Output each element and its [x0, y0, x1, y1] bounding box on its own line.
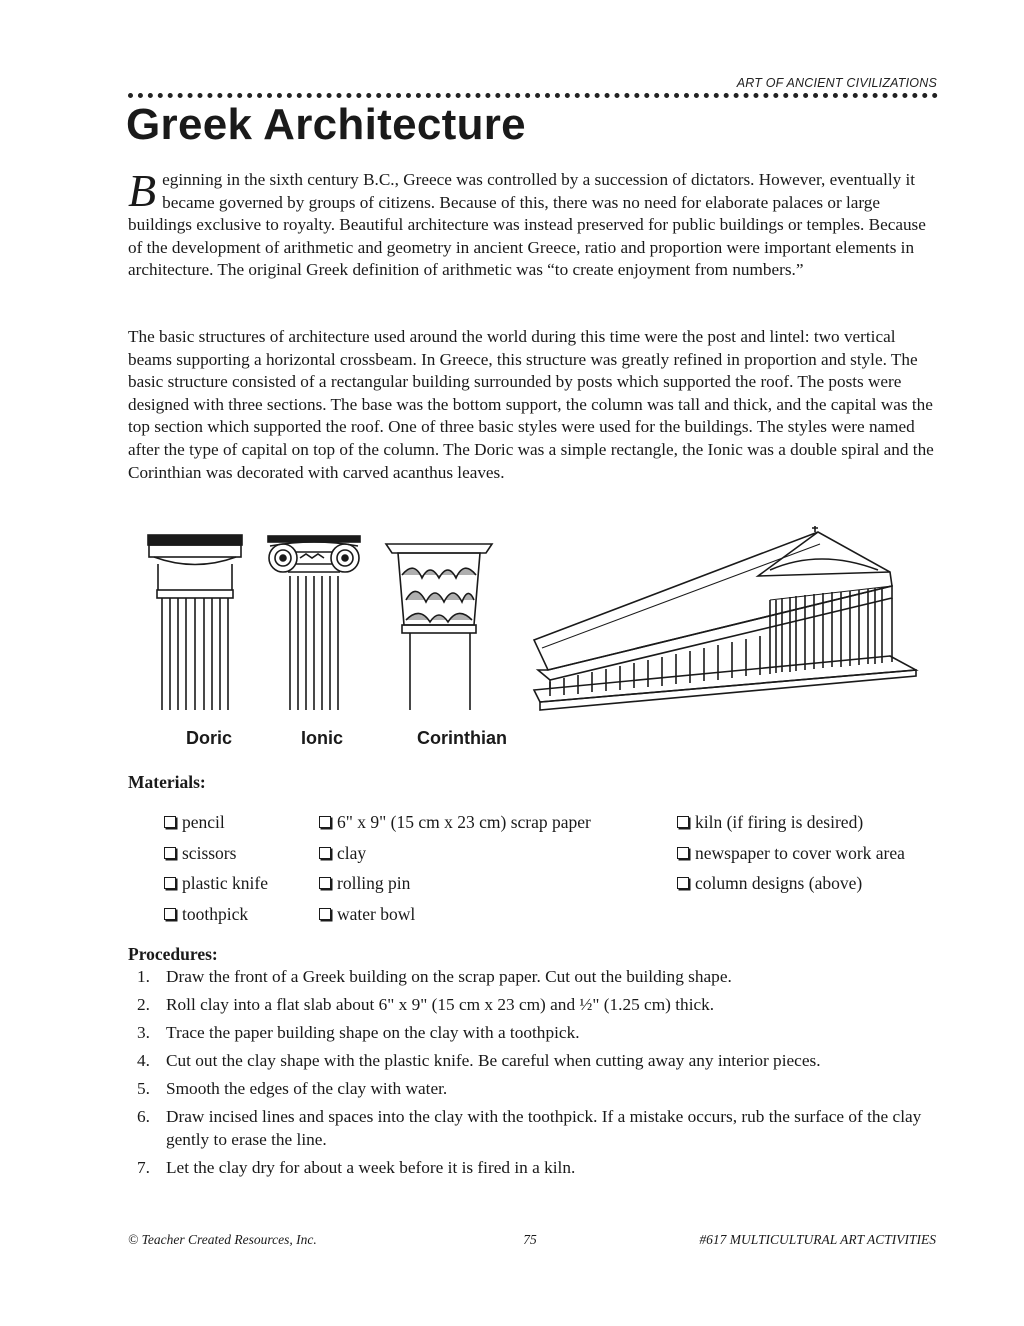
checkbox-icon[interactable] [164, 847, 176, 859]
materials-heading: Materials: [128, 772, 206, 792]
checkbox-icon[interactable] [319, 908, 331, 920]
corinthian-label: Corinthian [417, 728, 507, 748]
intro-paragraph [128, 165, 938, 282]
procedure-step: 5. Smooth the edges of the clay with water. [137, 1079, 448, 1099]
ionic-label: Ionic [301, 728, 344, 748]
checkbox-icon[interactable] [677, 847, 689, 859]
checkbox-icon[interactable] [319, 847, 331, 859]
architecture-illustrations [130, 520, 930, 720]
checkbox-icon[interactable] [164, 877, 176, 889]
procedure-steps [128, 966, 940, 1185]
procedure-step: 6. Draw incised lines and spaces into the clay with the toothpick. If a mistake occurs, rub the surface of the clay gently to erase the line. [137, 1107, 922, 1149]
checkbox-icon[interactable] [677, 877, 689, 889]
footer-page-number: 75 [523, 1232, 537, 1247]
doric-label: Doric [186, 728, 233, 748]
material-item: 6" x 9" (15 cm x 23 cm) scrap paper [319, 812, 591, 833]
procedure-step: 3. Trace the paper building shape on the clay with a toothpick. [137, 1023, 580, 1043]
checkbox-icon[interactable] [319, 816, 331, 828]
ionic-column-illustration [268, 536, 360, 710]
material-item: kiln (if firing is desired) [677, 812, 863, 833]
procedure-step: 4. Cut out the clay shape with the plastic knife. Be careful when cutting away any interior pieces. [137, 1051, 821, 1071]
material-item: water bowl [319, 904, 415, 925]
material-item: rolling pin [319, 873, 410, 894]
material-item: scissors [164, 843, 236, 864]
material-item: toothpick [164, 904, 248, 925]
procedures-heading: Procedures: [128, 944, 218, 964]
section-tag: ART OF ANCIENT CIVILIZATIONS [736, 76, 937, 90]
structures-paragraph: The basic structures of architecture used around the world during this time were the post and lintel: two vertical beams supporting a horizontal crossbeam. In Greece, this structure was greatly refined in proportion and style. The basic structure consisted of a rectangular building surrounded by posts which supported the roof. The posts were designed with three sections. The base was the bottom support, the column was tall and thick, and the capital was the top section which supported the roof. One of three basic styles were used for the buildings. The styles were named after the type of capital on top of the column. The Doric was a simple rectangle, the Ionic was a double spiral and the Corinthian was decorated with carved acanthus leaves. [128, 327, 934, 482]
material-item: plastic knife [164, 873, 268, 894]
checkbox-icon[interactable] [164, 816, 176, 828]
footer-book-title: #617 MULTICULTURAL ART ACTIVITIES [699, 1232, 936, 1247]
procedure-step: 1. Draw the front of a Greek building on the scrap paper. Cut out the building shape. [137, 967, 732, 986]
intro-paragraph-text: eginning in the sixth century B.C., Greece was controlled by a succession of dictators. However, eventually it became governed by groups of citizens. Because of this, there was no need for elaborate palaces or large buildings exclusive to royalty. Beautiful architecture was instead preserved for public buildings or temples. Because of the development of arithmetic and geometry in ancient Greece, ratio and proportion were important elements in architecture. The original Greek definition of arithmetic was “to create enjoyment from numbers.” [128, 170, 926, 280]
checkbox-icon[interactable] [164, 908, 176, 920]
procedure-step: 7. Let the clay dry for about a week before it is fired in a kiln. [137, 1158, 576, 1178]
material-item: pencil [164, 812, 225, 833]
doric-column-illustration [148, 535, 242, 710]
checkbox-icon[interactable] [319, 877, 331, 889]
checkbox-icon[interactable] [677, 816, 689, 828]
material-item: column designs (above) [677, 873, 862, 894]
page-title: Greek Architecture [126, 100, 526, 149]
dotted-divider [128, 93, 938, 98]
drop-cap: B [128, 165, 157, 216]
parthenon-illustration [534, 526, 916, 710]
material-item: clay [319, 843, 366, 864]
procedure-step: 2. Roll clay into a flat slab about 6" x 9" (15 cm x 23 cm) and ½" (1.25 cm) thick. [137, 995, 715, 1015]
corinthian-column-illustration [386, 544, 492, 710]
material-item: newspaper to cover work area [677, 843, 905, 864]
footer-copyright: © Teacher Created Resources, Inc. [128, 1232, 317, 1247]
